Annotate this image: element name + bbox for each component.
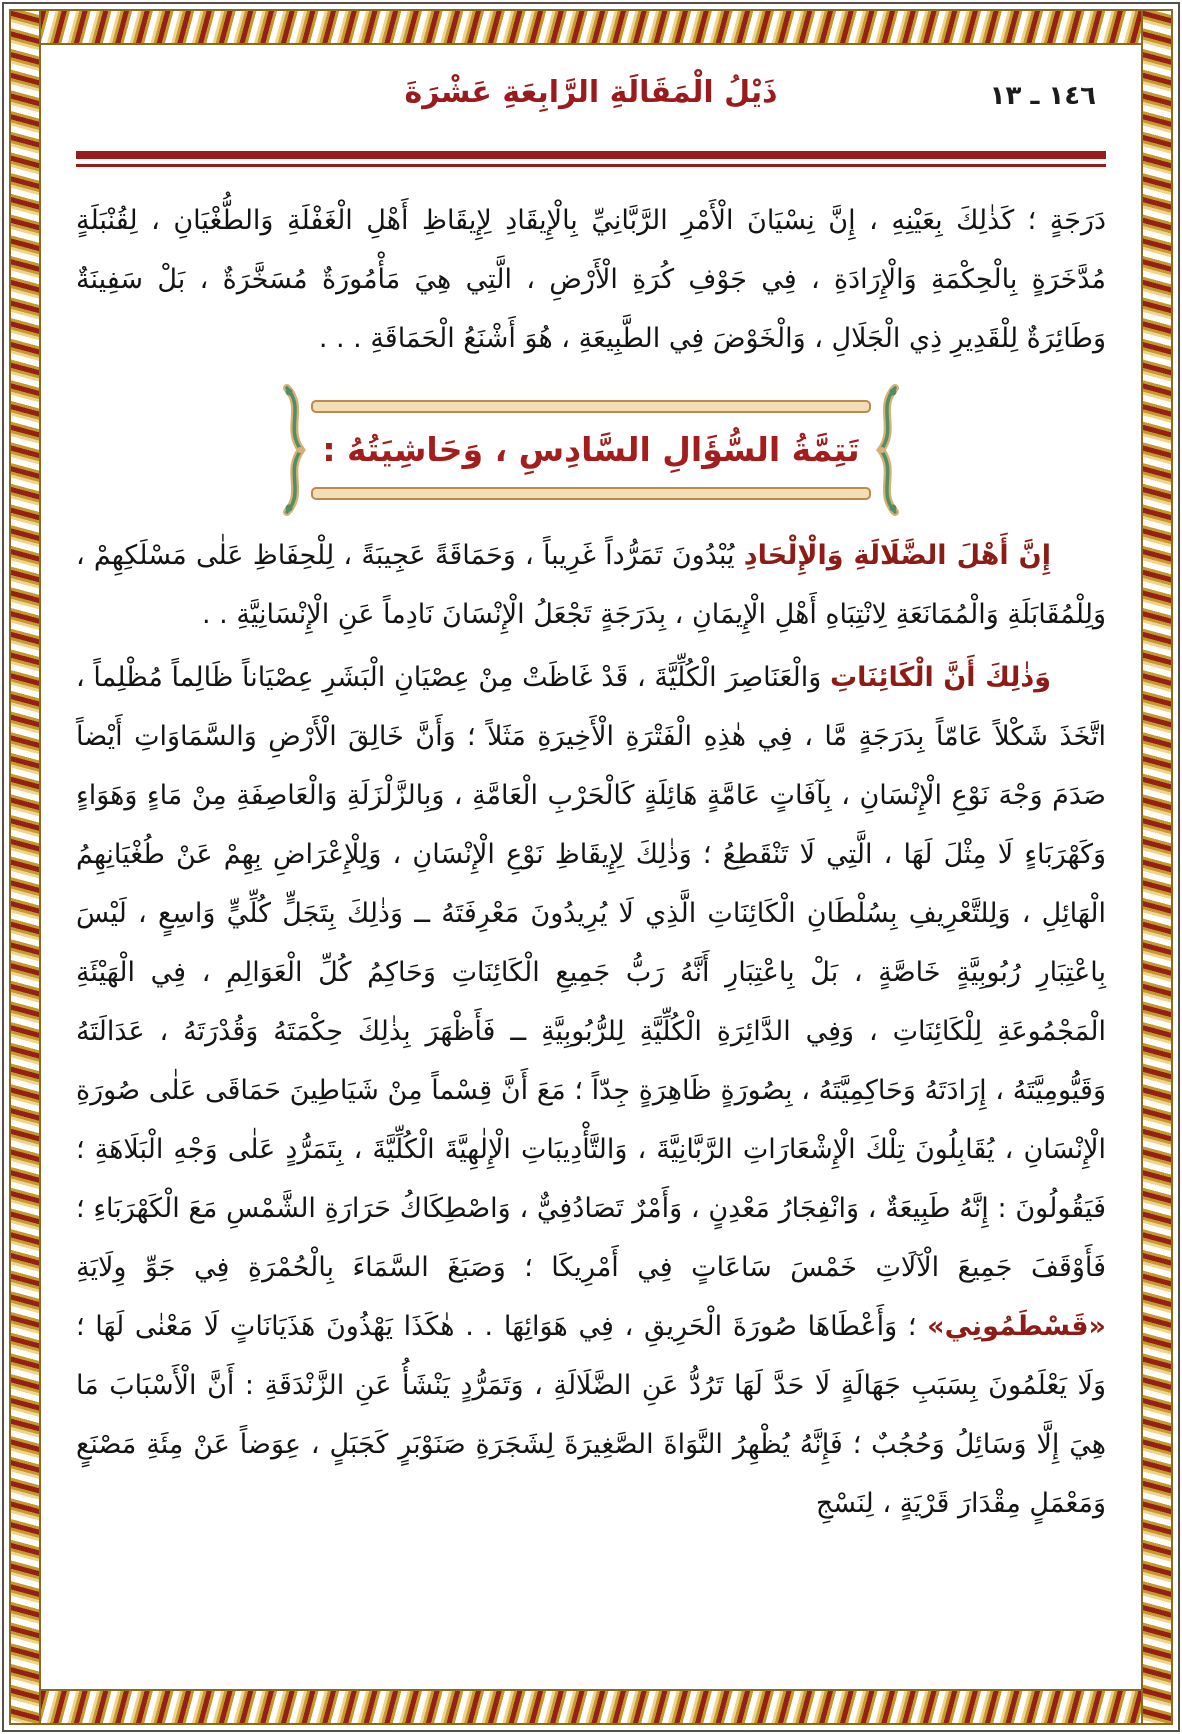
paragraph-2 [76, 526, 1106, 644]
border-strip-left [9, 9, 41, 1725]
paragraph-3-text-1: وَالْعَنَاصِرَ الْكُلِّيَّةَ ، قَدْ غَاظَتْ مِنْ عِصْيَانِ الْبَشَرِ عِصْيَاناً ظَالِماً مُظْلِماً ، اتَّخَذَ شَكْلاً عَامّاً بِدَرَجَةٍ مَّا ، فِي هٰذِهِ الْفَتْرَةِ الْأَخِيرَةِ مَثَلاً ؛ وَأَنَّ خَالِقَ الْأَرْضِ وَالسَّمَاوَاتِ أَيْضاً صَدَمَ وَجْهَ نَوْعِ الْإِنْسَانِ ، بِآفَاتٍ عَامَّةٍ هَائِلَةٍ كَالْحَرْبِ الْعَامَّةِ ، وَبِالزَّلْزَلَةِ وَالْعَاصِفَةِ مِنْ مَاءٍ وَهَوَاءٍ وَكَهْرَبَاءٍ لَا مِثْلَ لَهَا ، الَّتِي لَا تَنْقَطِعُ ؛ وَذٰلِكَ لِإِيقَاظِ نَوْعِ الْإِنْسَانِ ، وَلِلْإِعْرَاضِ بِهِمْ عَنْ طُغْيَانِهِمُ الْهَائِلِ ، وَلِلتَّعْرِيفِ بِسُلْطَانِ الْكَائِنَاتِ الَّذِي لَا يُرِيدُونَ مَعْرِفَتَهُ ــ وَذٰلِكَ بِتَجَلٍّ كُلِّيٍّ وَاسِعٍ ، لَيْسَ بِاعْتِبَارِ رُبُوبِيَّةٍ خَاصَّةٍ ، بَلْ بِاعْتِبَارِ أَنَّهُ رَبُّ جَمِيعِ الْكَائِنَاتِ وَحَاكِمُ كُلِّ الْعَوَالِمِ ، فِي الْهَيْئَةِ الْمَجْمُوعَةِ لِلْكَائِنَاتِ ، وَفِي الدَّائِرَةِ الْكُلِّيَّةِ لِلرُّبُوبِيَّةِ ــ فَأَظْهَرَ بِذٰلِكَ حِكْمَتَهُ وَقُدْرَتَهُ ، عَدَالَتَهُ وَقَيُّومِيَّتَهُ ، إِرَادَتَهُ وَحَاكِمِيَّتَهُ ، بِصُورَةٍ ظَاهِرَةٍ جِدّاً ؛ مَعَ أَنَّ قِسْماً مِنْ شَيَاطِينَ حَمَاقَى عَلٰى صُورَةِ الْإِنْسَانِ ، يُقَابِلُونَ تِلْكَ الْإِشْعَارَاتِ الرَّبَّانِيَّةَ ، وَالتَّأْدِيبَاتِ الْإِلٰهِيَّةَ الْكُلِّيَّةَ ، بِتَمَرُّدٍ عَلٰى وَجْهِ الْبَلَاهَةِ ؛ فَيَقُولُونَ : إِنَّهُ طَبِيعَةٌ ، وَانْفِجَارُ مَعْدِنٍ ، وَأَمْرٌ تَصَادُفِيٌّ ، وَاصْطِكَاكُ حَرَارَةِ الشَّمْسِ مَعَ الْكَهْرَبَاءِ ؛ فَأَوْقَفَ جَمِيعَ الْآلَاتِ خَمْسَ سَاعَاتٍ فِي أَمْرِيكَا ؛ وَصَبَغَ السَّمَاءَ بِالْحُمْرَةِ فِي جَوِّ وِلَايَةِ [76, 662, 1106, 1283]
paragraph-3 [76, 648, 1106, 1533]
section-heading-panel [311, 400, 871, 500]
heading-bracket-right-icon [871, 384, 901, 516]
paragraph-2-text: يُبْدُونَ تَمَرُّداً غَرِيباً ، وَحَمَاقَةً عَجِيبَةً ، لِلْحِفَاظِ عَلٰى مَسْلَكِهِمْ ، وَلِلْمُقَابَلَةِ وَالْمُمَانَعَةِ لِانْتِبَاهِ أَهْلِ الْإِيمَانِ ، بِدَرَجَةٍ تَجْعَلُ الْإِنْسَانَ نَادِماً عَنِ الْإِنْسَانِيَّةِ . . [76, 540, 1106, 630]
paragraph-3-lead-red: وَذٰلِكَ أَنَّ الْكَائِنَاتِ [830, 662, 1051, 693]
paragraph-1-text: دَرَجَةٍ ؛ كَذٰلِكَ بِعَيْنِهِ ، إِنَّ نِسْيَانَ الْأَمْرِ الرَّبَّانِيِّ بِالْإِيقَادِ لِإِيقَاظِ أَهْلِ الْغَفْلَةِ وَالطُّغْيَانِ ، لِقُنْبَلَةٍ مُدَّخَرَةٍ بِالْحِكْمَةِ وَالْإِرَادَةِ ، فِي جَوْفِ كُرَةِ الْأَرْضِ ، الَّتِي هِيَ مَأْمُورَةٌ مُسَخَّرَةٌ ، بَلْ سَفِينَةٌ وَطَائِرَةٌ لِلْقَدِيرِ ذِي الْجَلَالِ ، وَالْخَوْضَ فِي الطَّبِيعَةِ ، هُوَ أَشْنَعُ الْحَمَاقَةِ . . . [76, 205, 1106, 354]
border-strip-top [9, 9, 1173, 45]
page-number: ١٤٦ ـ ١٣ [989, 81, 1096, 111]
heading-bottom-bar [311, 487, 871, 500]
border-strip-bottom [9, 1689, 1173, 1725]
kastamonu-red-label: «قَسْطَمُونِي» [927, 1311, 1106, 1342]
section-heading-box [281, 384, 901, 516]
border-strip-right [1141, 9, 1173, 1725]
body-text [76, 191, 1106, 1533]
heading-bracket-left-icon [281, 384, 311, 516]
paragraph-2-lead-red: إِنَّ أَهْلَ الضَّلَالَةِ وَالْإِلْحَادِ [743, 540, 1051, 571]
header-divider-rule [76, 151, 1106, 167]
heading-top-bar [311, 400, 871, 413]
page-header [76, 55, 1106, 137]
page-title: ذَيْلُ الْمَقَالَةِ الرَّابِعَةِ عَشْرَةَ [404, 75, 778, 110]
paragraph-1 [76, 191, 1106, 368]
paragraph-3-text-2: ؛ وَأَعْطَاهَا صُورَةَ الْحَرِيقِ ، فِي هَوَائِهَا . . هٰكَذَا يَهْذُونَ هَذَيَانَاتٍ لَا مَعْنٰى لَهَا ؛ وَلَا يَعْلَمُونَ بِسَبَبِ جَهَالَةٍ لَا حَدَّ لَهَا تَرُدُّ عَنِ الضَّلَالَةِ ، وَتَمَرُّدٍ يَنْشَأُ عَنِ الزَّنْدَقَةِ : أَنَّ الْأَسْبَابَ مَا هِيَ إِلَّا وَسَائِلُ وَحُجُبٌ ؛ فَإِنَّهُ يُظْهِرُ النَّوَاةَ الصَّغِيرَةَ لِشَجَرَةِ صَنَوْبَرٍ كَجَبَلٍ ، عِوَضاً عَنْ مِئَةِ مَصْنَعٍ وَمَعْمَلٍ مِقْدَارَ قَرْيَةٍ ، لِنَسْجِ [76, 1311, 1106, 1519]
section-heading: تَتِمَّةُ السُّؤَالِ السَّادِسِ ، وَحَاشِيَتُهُ : [322, 429, 860, 469]
page-content [76, 55, 1106, 1533]
